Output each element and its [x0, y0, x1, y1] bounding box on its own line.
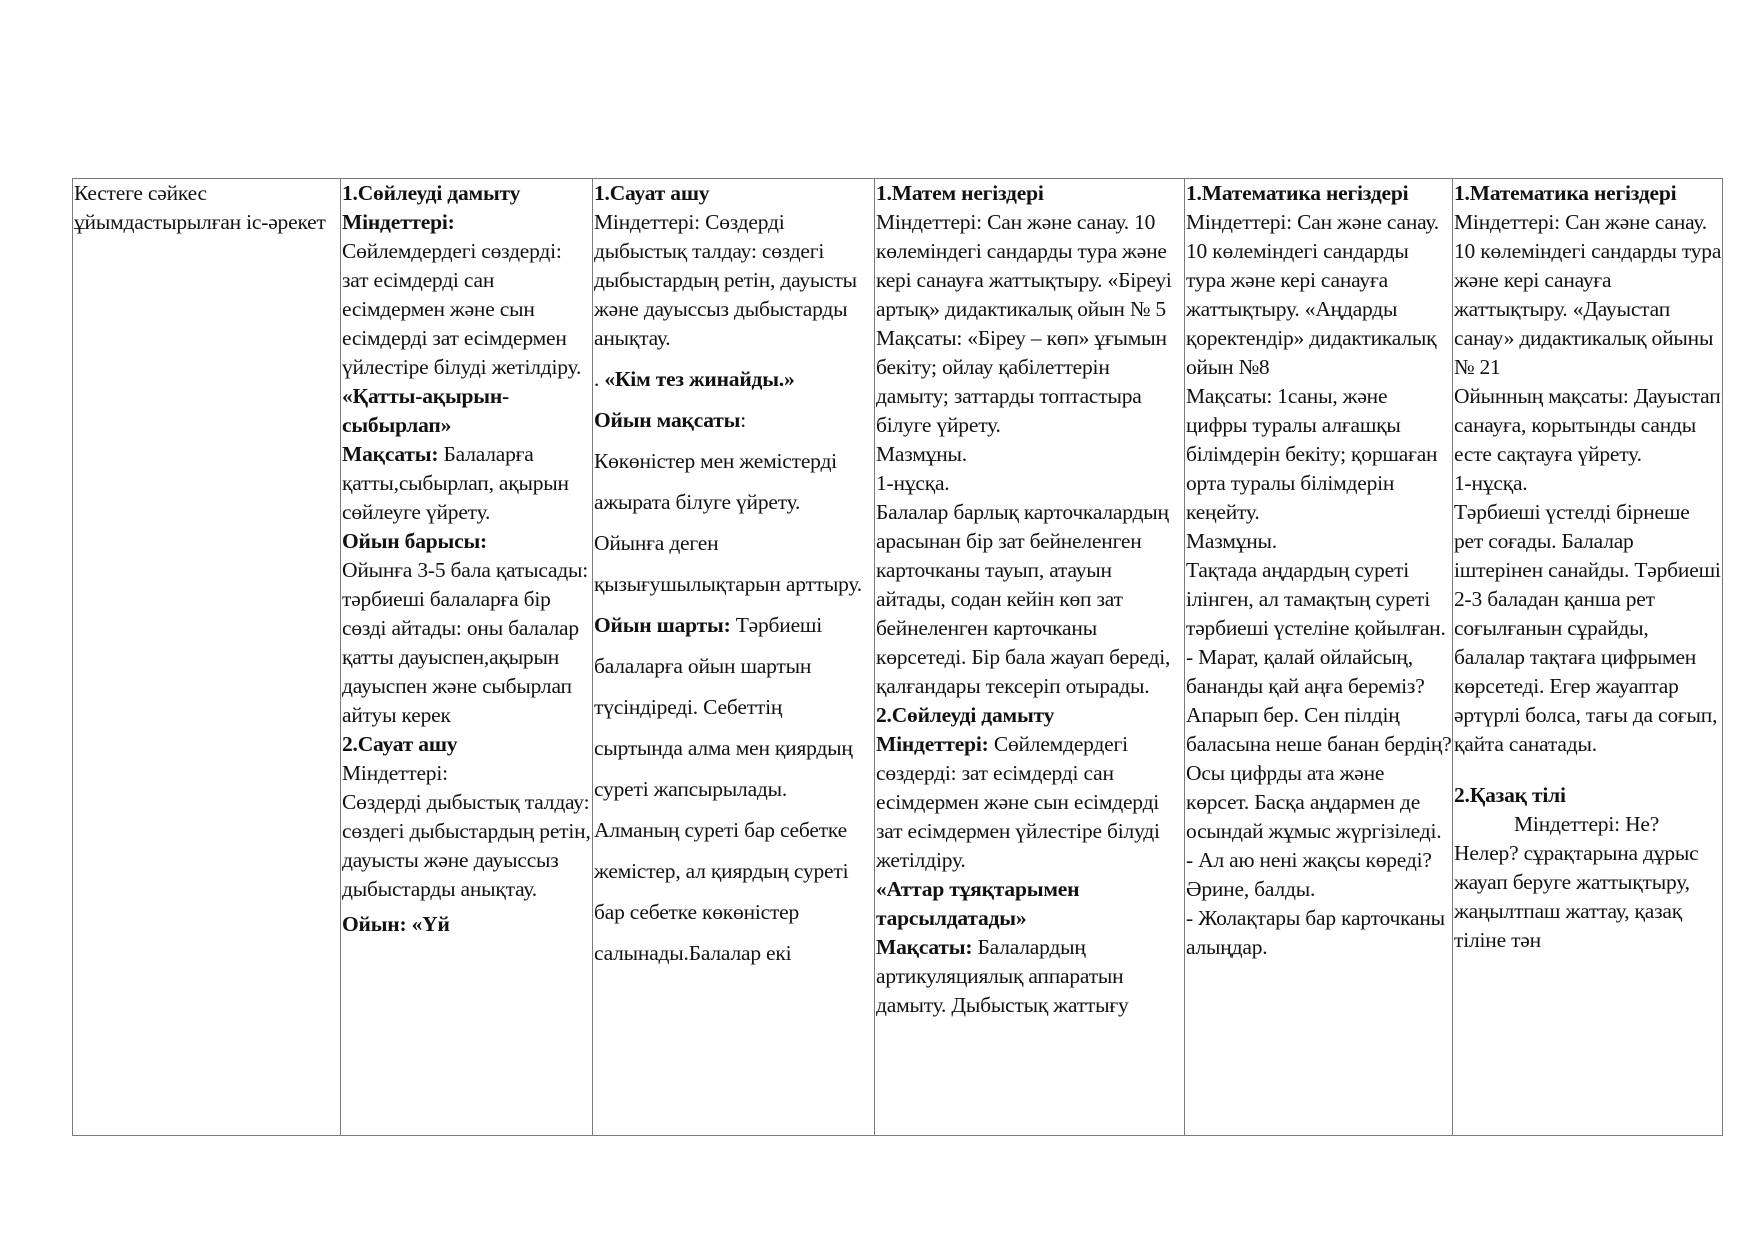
- tasks-text: Міндеттері: Не? Нелер? сұрақтарына дұрыс жауап беруге жаттықтыру, жаңылтпаш жаттау, қазақ тіліне тән: [1454, 812, 1699, 952]
- rules-label: Ойын шарты:: [594, 613, 731, 637]
- table-cell-day-2: [593, 179, 875, 1136]
- game-progress-text: Ойынға 3-5 бала қатысады: тәрбиеші балаларға бір сөзді айтады: оны балалар қатты дауыспен,ақырын дауыспен және сыбырлап айтуы керек: [342, 558, 589, 727]
- dialogue-line: - Ал аю нені жақсы көреді? Әрине, балды.: [1186, 848, 1432, 901]
- section-heading: 2.Қазақ тілі: [1454, 783, 1566, 807]
- game-progress-heading: Ойын барысы:: [342, 529, 487, 553]
- table-cell-day-5: [1453, 179, 1723, 1136]
- rules-text: Тәрбиеші балаларға ойын шартын түсіндіреді. Себеттің сыртында алма мен қиярдың суреті жапсырылады. Алманың суреті бар себетке жемістер, ал қиярдың суреті бар себетке көкөністер салынады.Балалар екі: [594, 613, 853, 965]
- table-row: [73, 179, 1723, 1136]
- game-rules: [594, 605, 874, 974]
- game-title: «Аттар тұяқтарымен тарсылдатады»: [876, 877, 1080, 930]
- game-description: Балалар барлық карточкалардың арасынан бір зат бейнеленген карточканы тауып, атауын айтады, содан кейін көп зат бейнеленген карточканы көрсетеді. Бір бала жауап береді, қалғандары тексеріп отырады.: [876, 500, 1171, 698]
- tasks-heading: Міндеттері:: [342, 761, 448, 785]
- activity-table: [72, 178, 1723, 1136]
- section-heading: 1.Сөйлеуді дамыту: [342, 181, 521, 205]
- goal-text: Балаларға қатты,сыбырлап, ақырын сөйлеуге үйрету.: [342, 442, 569, 524]
- game-goal-text: Көкөністер мен жемістерді ажырата білуге үйрету. Ойынға деген қызығушылықтарын арттыру.: [594, 449, 862, 596]
- game-goal: [342, 440, 592, 527]
- tasks-text: Міндеттері: Сан және санау.: [1186, 210, 1439, 234]
- tasks-text: Міндеттері: Сан және санау.: [1454, 210, 1707, 234]
- variant-label: 1-нұсқа.: [1454, 471, 1528, 495]
- variant-label: 1-нұсқа.: [876, 471, 950, 495]
- section-heading: 1.Математика негіздері: [1186, 181, 1409, 205]
- game-title: . «Кім тез жинайды.»: [594, 367, 795, 391]
- tasks-text: Міндеттері: Сан және санау. 10 көлеміндегі сандарды тура және кері санауға жаттықтыру. «Біреуі артық» дидактикалық ойын № 5 Мақсаты: «Біреу – көп» ұғымын бекіту; ойлау қабілеттерін дамыту; заттарды топтастыра білуге үйрету.: [876, 210, 1172, 437]
- goal-label: Мақсаты:: [342, 442, 439, 466]
- dialogue-line: - Жолақтары бар карточканы алыңдар.: [1186, 906, 1445, 959]
- section-heading: 1.Математика негіздері: [1454, 181, 1677, 205]
- game-description: Тақтада аңдардың суреті ілінген, ал тамақтың суреті тәрбиеші үстеліне қойылған.: [1186, 558, 1446, 640]
- game-description: Тәрбиеші үстелді бірнеше рет соғады. Балалар іштерінен санайды. Тәрбиеші 2-3 баладан қанша рет соғылғанын сұрайды, балалар тақтаға цифрымен көрсетеді. Егер жауаптар әртүрлі болса, тағы да соғып, қайта санатады.: [1454, 500, 1721, 756]
- table-cell-day-3: [875, 179, 1185, 1136]
- game-text: 10 көлеміндегі сандарды тура және кері санауға жаттықтыру. «Аңдарды қоректендір» дидактикалық ойын №8: [1186, 239, 1437, 379]
- section-heading: 2.Сауат ашу: [342, 732, 458, 756]
- table-cell-activity-label: [73, 179, 341, 1136]
- content-heading: Мазмұны.: [1186, 529, 1277, 553]
- activity-label: Кестеге сәйкес ұйымдастырылған іс-әрекет: [74, 181, 326, 234]
- table-cell-day-1: [341, 179, 593, 1136]
- tasks-text: Міндеттері: Сөйлемдердегі сөздерді: зат есімдерді сан есімдермен және сын есімдерді зат есімдермен үйлестіре білуді жетілдіру.: [876, 732, 1160, 872]
- game-goal: Ойынның мақсаты: Дауыстап санауға, корытынды санды есте сақтауға үйрету.: [1454, 384, 1721, 466]
- section-heading: 1.Матем негіздері: [876, 181, 1044, 205]
- game-text: 10 көлеміндегі сандарды тура және кері санауға жаттықтыру. «Дауыстап санау» дидактикалық ойыны № 21: [1454, 239, 1722, 379]
- tasks-text: Сөйлемдердегі сөздерді: зат есімдерді сан есімдермен және сын есімдерді зат есімдермен үйлестіре білуді жетілдіру.: [342, 239, 582, 379]
- game-goal: Мақсаты: 1саны, және цифры туралы алғашқы білімдерін бекіту; қоршаған орта туралы білімдерін кеңейту.: [1186, 384, 1438, 524]
- game-goal: Мақсаты: Балалардың артикуляциялық аппаратын дамыту. Дыбыстық жаттығу: [876, 935, 1129, 1017]
- table-cell-day-4: [1185, 179, 1453, 1136]
- dialogue-line: - Марат, қалай ойлайсың, бананды қай аңға береміз? Апарып бер. Сен пілдің баласына неше банан бердің? Осы цифрды ата және көрсет. Басқа аңдармен де осындай жұмыс жүргізіледі.: [1186, 645, 1452, 843]
- section-heading: 1.Сауат ашу: [594, 181, 710, 205]
- content-heading: Мазмұны.: [876, 442, 967, 466]
- section-heading: 2.Сөйлеуді дамыту: [876, 703, 1055, 727]
- game-title: «Қатты-ақырын-сыбырлап»: [342, 384, 510, 437]
- tasks-heading: Міндеттері:: [342, 210, 455, 234]
- game-goal-heading: Ойын мақсаты:: [594, 408, 747, 432]
- game-title: Ойын: «Үй: [342, 912, 450, 936]
- tasks-text: Сөздерді дыбыстық талдау: сөздегі дыбыстардың ретін, дауысты және дауыссыз дыбыстарды анықтау.: [342, 790, 591, 901]
- tasks-text: Міндеттері: Сөздерді дыбыстық талдау: сөздегі дыбыстардың ретін, дауысты және дауыссыз дыбыстарды анықтау.: [594, 210, 857, 350]
